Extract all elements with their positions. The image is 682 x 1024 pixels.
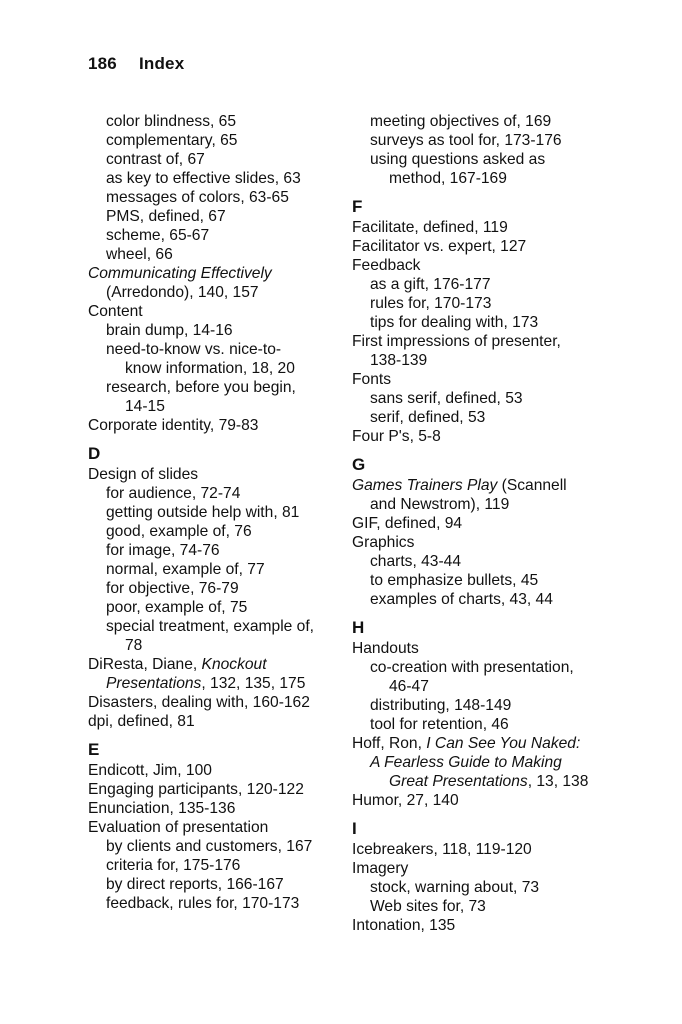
index-entry (88, 598, 350, 617)
index-entry-text: 138-139 (370, 352, 428, 369)
index-entry (352, 897, 614, 916)
index-entry (88, 617, 350, 636)
section-letter: H (352, 618, 365, 637)
index-entry-text: serif, defined, 53 (370, 409, 486, 426)
index-entry-text: Handouts (352, 640, 419, 657)
index-entry-text: Imagery (352, 860, 409, 877)
index-entry-text: Facilitator vs. expert, 127 (352, 238, 527, 255)
index-entry-text: Presentations (106, 675, 202, 692)
index-entry-text: color blindness, 65 (106, 113, 237, 130)
index-entry (352, 256, 614, 275)
index-entry (352, 696, 614, 715)
index-entry-text: for image, 74-76 (106, 542, 220, 559)
index-entry-text: GIF, defined, 94 (352, 515, 463, 532)
page-number: 186 (88, 54, 117, 73)
index-entry (88, 465, 350, 484)
index-entry-text: Four P's, 5-8 (352, 428, 441, 445)
index-entry (88, 541, 350, 560)
index-entry-text: rules for, 170-173 (370, 295, 492, 312)
index-entry (88, 484, 350, 503)
index-entry-text: normal, example of, 77 (106, 561, 265, 578)
index-entry-text: , 132, 135, 175 (201, 675, 306, 692)
index-column-right (352, 112, 614, 935)
index-column-left (88, 112, 350, 913)
index-entry (88, 150, 350, 169)
index-entry (88, 761, 350, 780)
index-entry (352, 332, 614, 351)
index-entry-text: Great Presentations (389, 773, 528, 790)
index-entry (88, 169, 350, 188)
index-entry (352, 840, 614, 859)
index-entry (88, 875, 350, 894)
index-entry-text: to emphasize bullets, 45 (370, 572, 539, 589)
index-entry-text: getting outside help with, 81 (106, 504, 300, 521)
index-entry-text: Feedback (352, 257, 421, 274)
index-entry-text: First impressions of presenter, (352, 333, 561, 350)
index-entry (352, 772, 614, 791)
index-entry (88, 503, 350, 522)
index-entry (88, 799, 350, 818)
index-entry (88, 579, 350, 598)
index-entry-text: Corporate identity, 79-83 (88, 417, 259, 434)
index-entry (352, 552, 614, 571)
index-entry-text: stock, warning about, 73 (370, 879, 540, 896)
index-entry (88, 340, 350, 359)
index-entry-text: wheel, 66 (106, 246, 173, 263)
index-entry (88, 894, 350, 913)
index-entry-text: contrast of, 67 (106, 151, 205, 168)
index-entry (88, 837, 350, 856)
index-entry-text: scheme, 65-67 (106, 227, 210, 244)
index-entry-text: brain dump, 14-16 (106, 322, 233, 339)
index-entry-text: Evaluation of presentation (88, 819, 269, 836)
index-entry (352, 639, 614, 658)
index-entry-text: Icebreakers, 118, 119-120 (352, 841, 532, 858)
section-letter: G (352, 455, 366, 474)
index-entry (352, 734, 614, 753)
index-entry-text: criteria for, 175-176 (106, 857, 241, 874)
index-entry (352, 571, 614, 590)
index-entry (88, 780, 350, 799)
index-entry (88, 131, 350, 150)
page-header (88, 54, 184, 74)
index-entry-text: good, example of, 76 (106, 523, 252, 540)
index-entry-text: DiResta, Diane, (88, 656, 202, 673)
index-entry (352, 715, 614, 734)
index-entry-text: 78 (125, 637, 143, 654)
section-letter: I (352, 819, 357, 838)
index-entry-text: complementary, 65 (106, 132, 238, 149)
index-entry (352, 313, 614, 332)
index-entry (352, 658, 614, 677)
index-entry (352, 370, 614, 389)
index-entry-text: messages of colors, 63-65 (106, 189, 289, 206)
index-entry (352, 677, 614, 696)
index-entry (352, 131, 614, 150)
index-entry-text: tool for retention, 46 (370, 716, 509, 733)
index-entry-text: Design of slides (88, 466, 199, 483)
index-entry-text: for objective, 76-79 (106, 580, 239, 597)
index-entry-text: Engaging participants, 120-122 (88, 781, 304, 798)
index-entry (88, 245, 350, 264)
index-entry (352, 476, 614, 495)
index-entry (352, 237, 614, 256)
index-entry-text: Enunciation, 135-136 (88, 800, 236, 817)
index-entry-text: 14-15 (125, 398, 165, 415)
index-entry-text: , 13, 138 (527, 773, 589, 790)
index-entry (352, 275, 614, 294)
index-entry (352, 294, 614, 313)
section-letter: F (352, 197, 363, 216)
index-entry (88, 560, 350, 579)
index-entry-text: Games Trainers Play (352, 477, 498, 494)
index-entry-text: by clients and customers, 167 (106, 838, 313, 855)
index-entry (352, 878, 614, 897)
index-entry-text: co-creation with presentation, (370, 659, 574, 676)
index-entry-text: Hoff, Ron, (352, 735, 427, 752)
index-entry-text: Graphics (352, 534, 415, 551)
index-entry (352, 916, 614, 935)
index-entry (88, 359, 350, 378)
index-entry (88, 674, 350, 693)
index-entry (88, 397, 350, 416)
index-entry (352, 112, 614, 131)
index-entry-text: Facilitate, defined, 119 (352, 219, 508, 236)
index-entry (352, 533, 614, 552)
index-entry (352, 590, 614, 609)
index-entry-text: special treatment, example of, (106, 618, 315, 635)
index-entry-text: examples of charts, 43, 44 (370, 591, 553, 608)
index-entry-text: Disasters, dealing with, 160-162 (88, 694, 310, 711)
index-entry (352, 150, 614, 169)
index-entry-text: Content (88, 303, 143, 320)
index-entry (352, 218, 614, 237)
index-entry (88, 818, 350, 837)
index-entry (88, 264, 350, 283)
index-entry (88, 416, 350, 435)
index-entry (88, 283, 350, 302)
index-entry (352, 514, 614, 533)
section-letter: D (88, 444, 101, 463)
index-entry-text: distributing, 148-149 (370, 697, 512, 714)
index-entry-text: Communicating Effectively (88, 265, 272, 282)
index-entry (352, 169, 614, 188)
index-entry-text: using questions asked as (370, 151, 546, 168)
index-entry-text: dpi, defined, 81 (88, 713, 195, 730)
index-entry (88, 112, 350, 131)
index-entry (88, 522, 350, 541)
index-entry (88, 188, 350, 207)
index-entry-text: by direct reports, 166-167 (106, 876, 284, 893)
index-entry-text: method, 167-169 (389, 170, 507, 187)
index-entry-text: meeting objectives of, 169 (370, 113, 552, 130)
index-entry (352, 408, 614, 427)
index-entry-text: as key to effective slides, 63 (106, 170, 301, 187)
index-entry-text: charts, 43-44 (370, 553, 462, 570)
index-entry-text: need-to-know vs. nice-to- (106, 341, 282, 358)
index-entry-text: (Scannell (497, 477, 567, 494)
index-entry-text: Intonation, 135 (352, 917, 456, 934)
index-entry-text: tips for dealing with, 173 (370, 314, 539, 331)
index-entry-text: surveys as tool for, 173-176 (370, 132, 562, 149)
index-entry (88, 636, 350, 655)
index-entry (352, 859, 614, 878)
section-letter: E (88, 740, 100, 759)
index-entry-text: Knockout (201, 656, 267, 673)
index-entry-text: poor, example of, 75 (106, 599, 248, 616)
index-entry-text: Fonts (352, 371, 391, 388)
index-entry-text: for audience, 72-74 (106, 485, 241, 502)
index-entry (352, 791, 614, 810)
index-entry (88, 226, 350, 245)
index-entry-text: 46-47 (389, 678, 429, 695)
index-entry (88, 693, 350, 712)
index-entry (352, 427, 614, 446)
page-title: Index (138, 54, 185, 73)
index-entry-text: as a gift, 176-177 (370, 276, 491, 293)
index-entry (352, 495, 614, 514)
index-entry (88, 302, 350, 321)
index-entry-text: Web sites for, 73 (370, 898, 486, 915)
index-entry (352, 753, 614, 772)
index-entry (88, 712, 350, 731)
index-entry-text: sans serif, defined, 53 (370, 390, 523, 407)
index-entry (88, 378, 350, 397)
index-entry-text: research, before you begin, (106, 379, 296, 396)
index-entry-text: A Fearless Guide to Making (370, 754, 562, 771)
index-entry (88, 856, 350, 875)
index-entry-text: (Arredondo), 140, 157 (106, 284, 259, 301)
index-entry (352, 389, 614, 408)
index-entry (352, 351, 614, 370)
index-entry-text: know information, 18, 20 (125, 360, 295, 377)
index-entry-text: and Newstrom), 119 (370, 496, 510, 513)
index-entry (88, 321, 350, 340)
index-entry-text: I Can See You Naked: (426, 735, 581, 752)
index-entry-text: Humor, 27, 140 (352, 792, 459, 809)
index-entry-text: PMS, defined, 67 (106, 208, 226, 225)
index-entry-text: Endicott, Jim, 100 (88, 762, 212, 779)
index-entry (88, 207, 350, 226)
index-entry-text: feedback, rules for, 170-173 (106, 895, 300, 912)
index-entry (88, 655, 350, 674)
